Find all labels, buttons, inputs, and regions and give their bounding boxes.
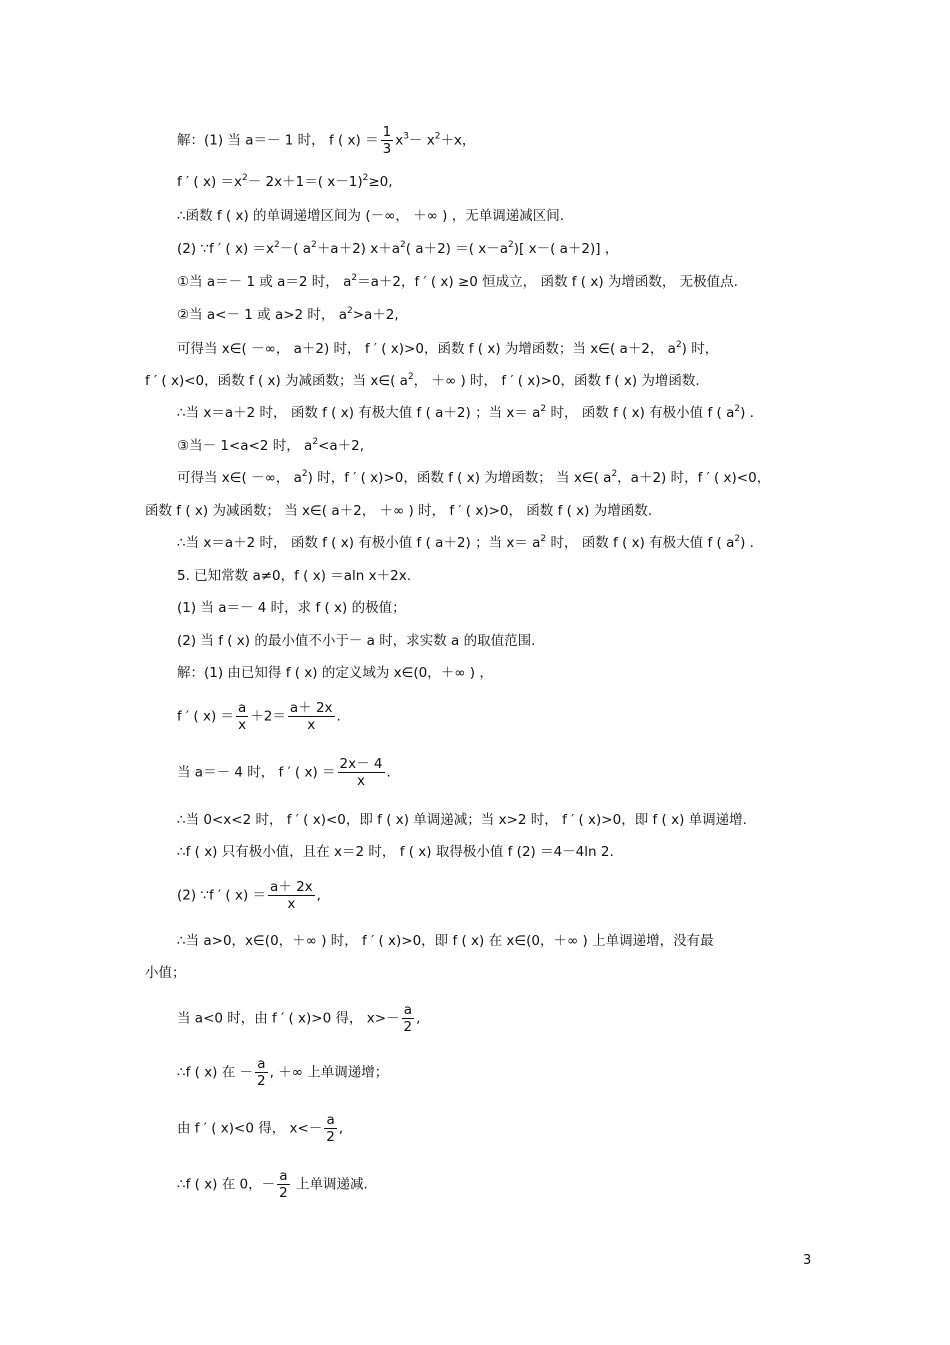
derivative-formula: f ′ ( x) ＝ $\frac{a}{x}$ ＋2＝ $\frac{a+ 2x}{x}$ . [177, 700, 341, 733]
case-2-detail-a: 可得当 x∈( －∞， a＋2) 时， f ′ ( x)>0，函数 f ( x) 为增函数；当 x∈( a＋2， $a^2$) 时， [177, 340, 719, 357]
problem-5-part-1: (1) 当 a＝－ 4 时，求 f ( x) 的极值； [177, 600, 406, 616]
case-1: ①当 a＝－ 1 或 a＝2 时， $a^2=a+2$，f ′ ( x) ≥0 恒成立， 函数 f ( x) 为增函数， 无极值点. [177, 273, 738, 290]
fraction-a-over-2-c: $\frac{a}{2}$ [326, 1112, 335, 1145]
case-a-positive-cont: 小值； [145, 965, 186, 981]
case-2: ②当 a<－ 1 或 a>2 时， $a^2>a+2$, [177, 306, 399, 323]
fraction-one-third: $\frac{1}{3}$ [382, 124, 392, 157]
case-a-negative: 当 a<0 时，由 f ′ ( x)>0 得， x>－ $\frac{a}{2}$ , [177, 1002, 421, 1035]
case-2-detail-b: f ′ ( x)<0，函数 f ( x) 为减函数；当 x∈( $a^2$， ＋∞ ) 时， f ′ ( x)>0，函数 f ( x) 为增函数. [145, 372, 700, 389]
case-3-detail-b: 函数 f ( x) 为减函数； 当 x∈( a＋2， ＋∞ ) 时， f ′ ( x)>0， 函数 f ( x) 为增函数. [145, 503, 653, 519]
case-2-extrema: ∴当 x＝a＋2 时， 函数 f ( x) 有极大值 f ( a＋2) ；当 $x= a^2$ 时， 函数 f ( x) 有极小值 f ( $a^2$) . [177, 404, 754, 421]
monotonicity-detail: ∴当 0<x<2 时， f ′ ( x)<0，即 f ( x) 单调递减；当 x>2 时， f ′ ( x)>0，即 f ( x) 单调递增. [177, 812, 747, 828]
increasing-interval: ∴f ( x) 在 － $\frac{a}{2}$ , ＋∞ 上单调递增； [177, 1056, 389, 1089]
solution-5-domain: 解：(1) 由已知得 f ( x) 的定义域为 x∈(0，＋∞ ) ， [177, 665, 493, 681]
fraction-a-over-2-b: $\frac{a}{2}$ [257, 1056, 266, 1089]
fraction-a-over-2-d: $\frac{a}{2}$ [279, 1168, 288, 1201]
case-3-extrema: ∴当 x＝a＋2 时， 函数 f ( x) 有极小值 f ( a＋2) ；当 $x= a^2$ 时， 函数 f ( x) 有极大值 f ( $a^2$) . [177, 534, 754, 551]
minimum-value: ∴f ( x) 只有极小值，且在 x＝2 时， f ( x) 取得极小值 f (2) ＝4－4ln 2. [177, 844, 614, 860]
fraction-a-over-x: $\frac{a}{x}$ [238, 700, 247, 733]
derivative-line: f ′ ( $x) =x^2- 2x+1=$( x－1)$^2$≥0, [177, 173, 393, 190]
derivative-negative: 由 f ′ ( x)<0 得， x<－ $\frac{a}{2}$ , [177, 1112, 344, 1145]
fraction-a-plus-2x-over-x-2: $\frac{a+ 2x}{x}$ [270, 879, 313, 912]
page-number: 3 [803, 1253, 812, 1268]
monotonic-conclusion: ∴函数 f ( x) 的单调递增区间为 (－∞， ＋∞ ) ，无单调递减区间. [177, 208, 565, 224]
part-2-derivative: (2) ∵f ′ ( x) ＝ $\frac{a+ 2x}{x}$ , [177, 879, 321, 912]
derivative-at-a-minus-4: 当 a＝－ 4 时， f ′ ( x) ＝ $\frac{2x- 4}{x}$ . [177, 756, 391, 789]
fraction-a-over-2: $\frac{a}{2}$ [403, 1002, 413, 1035]
fraction-2x-minus-4-over-x: $\frac{2x- 4}{x}$ [339, 756, 383, 789]
decreasing-interval: ∴f ( x) 在 0，－ $\frac{a}{2}$ 上单调递减. [177, 1168, 368, 1201]
problem-5-statement: 5. 已知常数 a≠0，f ( x) ＝aln x＋2x. [177, 568, 412, 584]
fraction-a-plus-2x-over-x: $\frac{a+ 2x}{x}$ [289, 700, 333, 733]
solution-1-intro: 解：(1) 当 a＝－ 1 时， f ( x) ＝ $\frac{1}{3}$ $x^3- x^2+x$， [177, 124, 476, 157]
case-a-positive: ∴当 a>0，x∈(0，＋∞ ) 时， f ′ ( x)>0，即 f ( x) 在 x∈(0，＋∞ ) 上单调递增，没有最 [177, 933, 714, 949]
problem-5-part-2: (2) 当 f ( x) 的最小值不小于－ a 时，求实数 a 的取值范围. [177, 633, 536, 649]
case-3-detail-a: 可得当 x∈( －∞， $a^2$) 时，f ′ ( x)>0，函数 f ( x) 为增函数； 当 x∈( $a^2$，a＋2) 时，f ′ ( x)<0， [177, 469, 771, 486]
part-2-factorization: (2) ∵f ′ ( $x) =x^2-$( $a^2+a+2$) $x+a^2$( a＋2) ＝( $x-a^2$)[ x－( a＋2)] ， [177, 240, 619, 257]
case-3: ③当－ 1<a<2 时， $a^2<a+2$, [177, 437, 365, 454]
